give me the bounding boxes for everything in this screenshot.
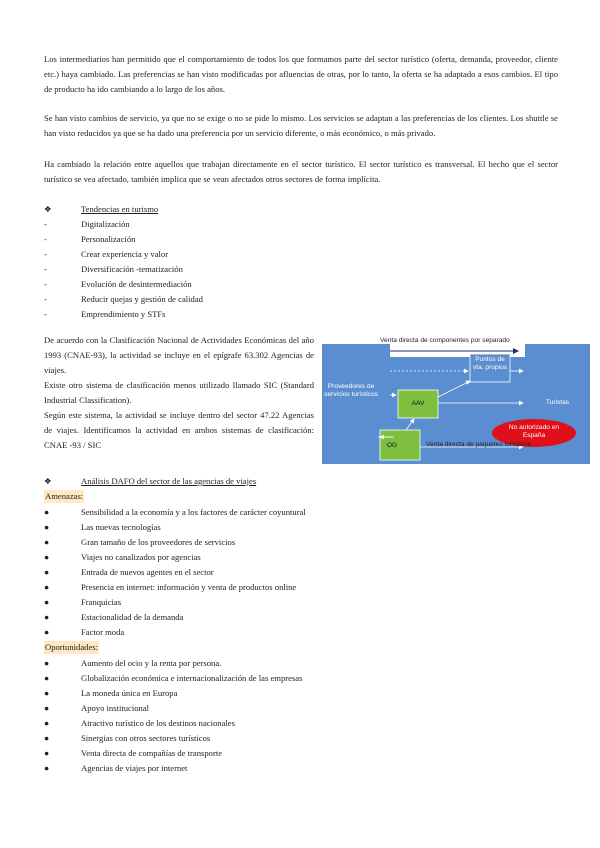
cnae-line-1: De acuerdo con la Clasificación Nacional de Actividades Económicas del año 1993 (CNAE-93), la actividad se incluye en el epígrafe 63.302 Agencias de viajes.: [44, 335, 314, 375]
bullet-icon: ●: [44, 763, 50, 773]
tendencias-title: Tendencias en turismo: [81, 204, 159, 214]
cnae-line-2: Existe otro sistema de clasificación menos utilizado llamado SIC (Standard Industrial Classification).: [44, 380, 314, 405]
cnae-line-3: Según este sistema, la actividad se incluye dentro del sector 47.22 Agencias de viajes. Identificamos la actividad en ambos sistemas de clasificación: CNAE -93 / SIC: [44, 410, 314, 450]
bullet-icon: ●: [44, 537, 50, 547]
bullet-icon: ●: [44, 582, 50, 592]
bullet-icon: ●: [44, 733, 50, 743]
venta-paquetes-label: Venta directa de paquetes turísticos: [426, 441, 531, 448]
intro-paragraph-1: Los intermediarios han permitido que el comportamiento de todos los que formamos parte del sector turístico (oferta, demanda, proveedor, cliente etc.) haya cambiado. Las preferencias se han visto modificadas por afluencias de otras, por lo tanto, la oferta se ha adaptado a esos cambios. El tipo de producto ha ido cambiando a lo largo de los años.: [44, 54, 558, 94]
proveedores-label: Proveedores de servicios turísticos: [324, 383, 378, 398]
intro-paragraph-2: Se han visto cambios de servicio, ya que no se exige o no se pide lo mismo. Los servicios se adaptan a las preferencias de los clientes. Los shuttle se han visto reducidos ya que se ha dado una preferencia por un servicio diferente, o más económico, o más privado.: [44, 113, 558, 138]
bullet-icon: ●: [44, 627, 50, 637]
bullet-icon: ●: [44, 748, 50, 758]
bullet-icon: ●: [44, 703, 50, 713]
puntos-venta-label: Puntos de vta. propios: [472, 356, 508, 371]
bullet-icon: ●: [44, 688, 50, 698]
intro-paragraph-3: Ha cambiado la relación entre aquellos que trabajan directamente en el sector turístico. El sector turístico es transversal. El hecho que el sector turístico se vea afectado, también implica que se vean afectados otros sectores de forma implícita.: [44, 159, 558, 184]
oportunidades-label: Oportunidades:: [45, 642, 98, 652]
bullet-icon: ●: [44, 718, 50, 728]
no-autorizado-label: No autorizado en España: [508, 424, 560, 439]
top-arrow-label: Venta directa de componentes por separado: [380, 337, 510, 344]
aav-label: AAV: [411, 400, 425, 407]
amenazas-label: Amenazas:: [45, 491, 84, 501]
cnae-text: [44, 333, 314, 453]
distribution-diagram: [322, 337, 590, 465]
diamond-bullet-icon: ❖: [44, 476, 52, 486]
bullet-icon: ●: [44, 552, 50, 562]
turistas-label: Turistas: [545, 399, 570, 406]
bullet-icon: ●: [44, 673, 50, 683]
bullet-icon: ●: [44, 658, 50, 668]
diamond-bullet-icon: ❖: [44, 204, 52, 214]
dafo-title: Análisis DAFO del sector de las agencias de viajes: [81, 476, 257, 486]
bullet-icon: ●: [44, 612, 50, 622]
bullet-icon: ●: [44, 597, 50, 607]
bullet-icon: ●: [44, 507, 50, 517]
bullet-icon: ●: [44, 522, 50, 532]
og-label: OG: [386, 442, 398, 449]
bullet-icon: ●: [44, 567, 50, 577]
